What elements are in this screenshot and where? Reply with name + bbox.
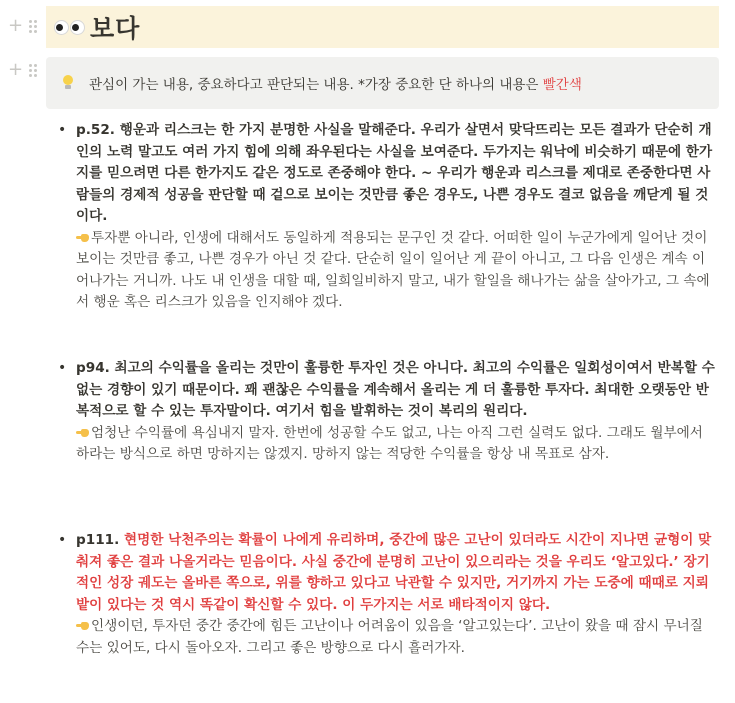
lightbulb-icon [63, 75, 73, 91]
pointing-hand-icon [76, 231, 90, 243]
bullet-icon: • [58, 532, 67, 548]
pointing-hand-icon [76, 619, 90, 631]
add-block-icon[interactable]: + [8, 59, 24, 80]
callout-text: 관심이 가는 내용, 중요하다고 판단되는 내용. *가장 중요한 단 하나의 내용은 빨간색 [89, 77, 582, 93]
page-title[interactable]: 보다 [90, 14, 141, 43]
page-ref: p111. [76, 532, 125, 548]
quote-red-text: 현명한 낙천주의는 확률이 나에게 유리하며, 중간에 많은 고난이 있더라도 시간이 지나면 균형이 맞춰져 좋은 결과 나올거라는 믿음이다. 사실 중간에 분명히 고난이 있으리라는 것을 우리도 ‘알고있다.’ 장기적인 성장 궤도는 올바른 쪽으로, 위를 향하고 있다고 낙관할 수 있지만, 거기까지 가는 도중에 때때로 지뢰밭이 있다는 것 역시 똑같이 확신할 수 있다. 이 두가지는 서로 배타적이지 않다. [76, 532, 712, 613]
list-item[interactable] [58, 530, 718, 659]
drag-handle-icon[interactable] [29, 64, 37, 77]
callout-red-text: 빨간색 [542, 77, 582, 93]
note-text: 엄청난 수익률에 욕심내지 말자. 한번에 성공할 수도 없고, 나는 아직 그런 실력도 없다. 그래도 월부에서 하라는 방식으로 하면 망하지는 않겠지. 망하지 않는 적당한 수익률을 항상 내 목표로 삼자. [76, 424, 703, 462]
eyes-icon [54, 20, 85, 35]
quote-text [76, 530, 718, 616]
drag-handle-icon[interactable] [29, 20, 37, 33]
list-item[interactable] [58, 358, 718, 466]
note-text: 투자뿐 아니라, 인생에 대해서도 동일하게 적용되는 문구인 것 같다. 어떠한 일이 누군가에게 일어난 것이 보이는 것만큼 좋고, 나쁜 경우가 아닌 것 같다. 단순히 일이 일어난 게 끝이 아니고, 그 다음 인생은 계속 이어나가는 거니까. 나도 내 인생을 대할 때, 일희일비하지 말고, 내가 할일을 해나가는 삶을 살아가고, 그 속에서 행운 혹은 리스크가 있음을 인지해야 겠다. [76, 229, 710, 310]
add-block-icon[interactable]: + [8, 15, 24, 36]
bullet-icon: • [58, 122, 67, 138]
page-title-bar [46, 6, 719, 48]
list-item[interactable] [58, 120, 718, 314]
callout[interactable] [46, 57, 719, 109]
quote-text: p94. 최고의 수익률을 올리는 것만이 훌륭한 투자인 것은 아니다. 최고의 수익률은 일회성이여서 반복할 수 없는 경향이 있기 때문이다. 꽤 괜찮은 수익률을 계속해서 올리는 게 더 훌륭한 투자다. 최대한 오랫동안 반복적으로 할 수 있는 투자말이다. 여기서 힘을 발휘하는 것이 복리의 원리다. [76, 360, 715, 419]
block-handle-title[interactable] [8, 17, 37, 35]
pointing-hand-icon [76, 426, 90, 438]
quote-text: p.52. 행운과 리스크는 한 가지 분명한 사실을 말해준다. 우리가 살면서 맞닥뜨리는 모든 결과가 단순히 개인의 노력 말고도 여러 가지 힘에 의해 좌우된다는 사실을 보여준다. 두가지는 워낙에 비슷하기 때문에 한가지를 믿으려면 다른 한가지도 같은 정도로 존중해야 한다. ~ 우리가 행운과 리스크를 제대로 존중한다면 사람들의 경제적 성공을 판단할 때 겉으로 보이는 것만큼 좋은 경우도, 나쁜 경우도 결코 없음을 깨닫게 될 것이다. [76, 122, 713, 224]
note-text: 인생이던, 투자던 중간 중간에 힘든 고난이나 어려움이 있음을 ‘알고있는다’. 고난이 왔을 때 잠시 무너질 수는 있어도, 다시 돌아오자. 그리고 좋은 방향으로 다시 흘러가자. [76, 618, 703, 656]
block-handle-callout[interactable] [8, 61, 37, 79]
bullet-icon: • [58, 360, 67, 376]
